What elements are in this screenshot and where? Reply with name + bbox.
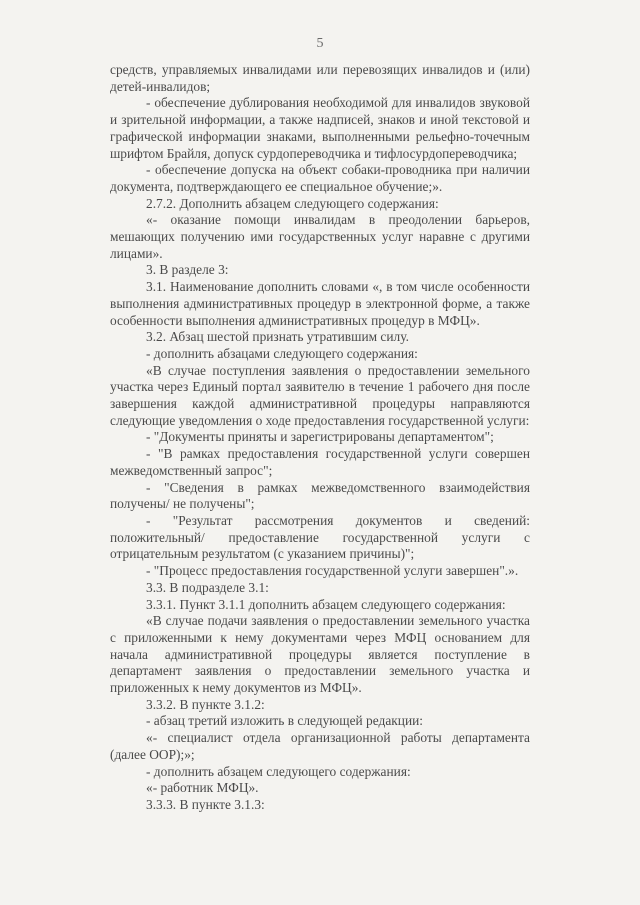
- list-item: - "В рамках предоставления государственной услуги совершен межведомственный запрос";: [110, 446, 530, 478]
- paragraph: - обеспечение дублирования необходимой для инвалидов звуковой и зрительной информации, а также надписей, знаков и иной текстовой и графической информации знаками, выполненными рельефно-точечным шрифтом Брайля, допуск сурдопереводчика и тифлосурдопереводчика;: [110, 95, 530, 161]
- section-heading: 3. В разделе 3:: [146, 262, 229, 278]
- document-body: [110, 62, 530, 814]
- paragraph: «- работник МФЦ».: [146, 780, 259, 796]
- list-item: - "Документы приняты и зарегистрированы департаментом";: [146, 429, 494, 445]
- paragraph: «В случае поступления заявления о предоставлении земельного участка через Единый портал заявителю в течение 1 рабочего дня после завершения каждой административной процедуры направляются следующие уведомления о ходе предоставления государственной услуги:: [110, 362, 530, 428]
- paragraph: - дополнить абзацами следующего содержания:: [146, 345, 418, 361]
- paragraph: 3.3.1. Пункт 3.1.1 дополнить абзацем следующего содержания:: [146, 596, 506, 612]
- paragraph: «- оказание помощи инвалидам в преодолении барьеров, мешающих получению ими государственных услуг наравне с другими лицами».: [110, 212, 530, 261]
- list-item: - "Сведения в рамках межведомственного взаимодействия получены/ не получены";: [110, 479, 530, 512]
- paragraph: средств, управляемых инвалидами или перевозящих инвалидов и (или) детей-инвалидов;: [110, 62, 530, 94]
- section-heading: 3.3. В подразделе 3.1:: [146, 579, 269, 595]
- paragraph: - абзац третий изложить в следующей редакции:: [146, 713, 424, 729]
- list-item: - "Результат рассмотрения документов и сведений: положительный/ предоставление государственной услуги с отрицательным результатом (с указанием причины)";: [110, 512, 530, 562]
- page-number: 5: [316, 36, 324, 51]
- paragraph: 3.2. Абзац шестой признать утратившим силу.: [146, 329, 409, 345]
- paragraph: 3.3.3. В пункте 3.1.3:: [146, 796, 265, 812]
- paragraph: 3.3.2. В пункте 3.1.2:: [146, 696, 265, 712]
- paragraph: «- специалист отдела организационной работы департамента (далее ООР);»;: [110, 730, 530, 762]
- paragraph: 2.7.2. Дополнить абзацем следующего содержания:: [146, 195, 439, 211]
- paragraph: - дополнить абзацем следующего содержания:: [146, 763, 411, 779]
- paragraph: - обеспечение допуска на объект собаки-проводника при наличии документа, подтверждающего ее специальное обучение;».: [110, 162, 530, 194]
- paragraph: 3.1. Наименование дополнить словами «, в том числе особенности выполнения административных процедур в электронной форме, а также особенности выполнения административных процедур в МФЦ».: [110, 279, 530, 328]
- list-item: - "Процесс предоставления государственной услуги завершен".».: [146, 563, 519, 579]
- paragraph: «В случае подачи заявления о предоставлении земельного участка с приложенными к нему документами через МФЦ основанием для начала административной процедуры является поступление в департамент заявления о предоставлении земельного участка и приложенных к нему документов из МФЦ».: [110, 613, 530, 696]
